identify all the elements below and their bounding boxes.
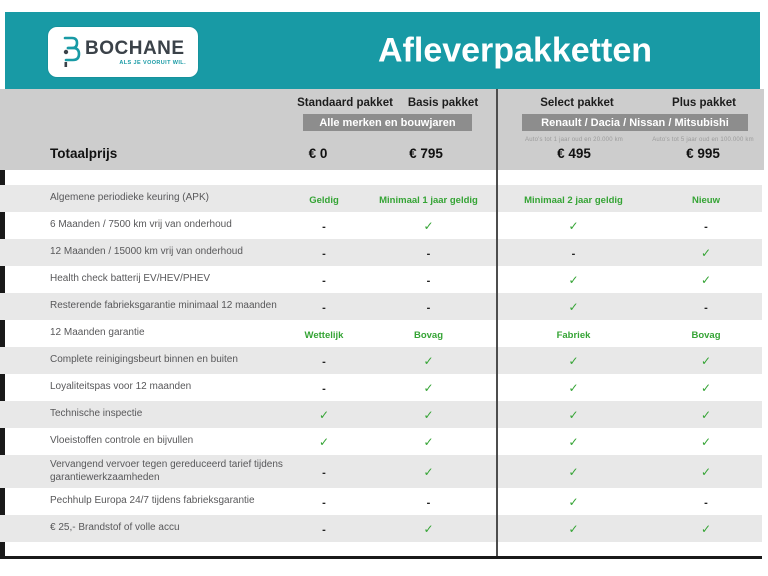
row-value-cell <box>497 352 650 370</box>
row-value-cell <box>650 463 762 481</box>
logo-name: BOCHANE <box>85 38 185 59</box>
check-icon: ✓ <box>568 299 579 314</box>
status-text: Nieuw <box>692 194 720 206</box>
badge-all-brands: Alle merken en bouwjaren <box>303 114 472 131</box>
check-icon: ✓ <box>700 434 712 449</box>
dash-mark: - <box>322 466 326 479</box>
check-icon: ✓ <box>568 272 579 287</box>
package-note: Auto's tot 1 jaar oud en 20.000 km <box>524 137 624 143</box>
row-value-cell <box>288 271 360 289</box>
table-row <box>0 266 762 293</box>
row-value-cell <box>650 217 762 235</box>
table-row <box>0 428 762 455</box>
check-icon: ✓ <box>700 272 712 287</box>
row-value-cell <box>650 406 762 424</box>
dash-mark: - <box>322 355 326 368</box>
dash-mark: - <box>704 220 708 233</box>
row-value-cell <box>288 463 360 481</box>
dash-mark: - <box>322 301 326 314</box>
row-value-cell <box>497 298 650 316</box>
table-row <box>0 347 762 374</box>
package-price: € 495 <box>557 146 591 161</box>
dash-mark: - <box>322 523 326 536</box>
table-row <box>0 239 762 266</box>
row-value-cell <box>360 379 497 397</box>
row-label: Vervangend vervoer tegen gereduceerd tarief tijdens garantiewerkzaamheden <box>50 459 283 483</box>
row-value-cell <box>288 298 360 316</box>
column-divider <box>496 89 498 559</box>
check-icon: ✓ <box>568 380 579 395</box>
row-value-cell <box>497 520 650 538</box>
check-icon: ✓ <box>568 434 579 449</box>
package-price: € 795 <box>409 146 443 161</box>
row-value-cell <box>360 325 497 343</box>
row-value-cell <box>497 433 650 451</box>
row-value-cell <box>360 298 497 316</box>
check-icon: ✓ <box>423 353 434 368</box>
check-icon: ✓ <box>568 218 579 233</box>
dash-mark: - <box>322 274 326 287</box>
row-value-cell <box>288 379 360 397</box>
row-value-cell <box>497 379 650 397</box>
table-row <box>0 515 762 542</box>
check-icon: ✓ <box>423 521 434 536</box>
dash-mark: - <box>322 247 326 260</box>
check-icon: ✓ <box>423 434 434 449</box>
table-row <box>0 374 762 401</box>
check-icon: ✓ <box>568 464 579 479</box>
row-value-cell <box>360 190 497 208</box>
table-row <box>0 401 762 428</box>
check-icon: ✓ <box>568 353 579 368</box>
row-value-cell <box>360 463 497 481</box>
status-text: Wettelijk <box>304 329 344 341</box>
page-title: Afleverpakketten <box>377 31 653 69</box>
row-value-cell <box>497 493 650 511</box>
check-icon: ✓ <box>318 434 330 449</box>
row-label: Loyaliteitspas voor 12 maanden <box>50 381 192 393</box>
row-label: 12 Maanden garantie <box>50 327 145 339</box>
row-value-cell <box>288 520 360 538</box>
package-price: € 995 <box>686 146 720 161</box>
dash-mark: - <box>322 220 326 233</box>
row-value-cell <box>360 520 497 538</box>
row-value-cell <box>650 244 762 262</box>
package-price: € 0 <box>308 146 328 161</box>
check-icon: ✓ <box>700 245 712 260</box>
row-value-cell <box>650 433 762 451</box>
dash-mark: - <box>322 382 326 395</box>
dash-mark: - <box>704 496 708 509</box>
row-value-cell <box>497 217 650 235</box>
row-label: Resterende fabrieksgarantie minimaal 12 maanden <box>50 300 277 312</box>
table-row <box>0 212 762 239</box>
check-icon: ✓ <box>700 521 712 536</box>
total-price-label: Totaalprijs <box>50 146 118 161</box>
row-label: Algemene periodieke keuring (APK) <box>50 192 209 204</box>
row-label: € 25,- Brandstof of volle accu <box>50 522 180 534</box>
package-note: Auto's tot 5 jaar oud en 100.000 km <box>652 137 754 143</box>
package-title: Plus pakket <box>672 97 736 109</box>
status-text: Minimaal 1 jaar geldig <box>379 194 478 206</box>
status-text: Minimaal 2 jaar geldig <box>524 194 623 206</box>
row-label: Health check batterij EV/HEV/PHEV <box>50 273 211 285</box>
row-label: 6 Maanden / 7500 km vrij van onderhoud <box>50 219 232 231</box>
row-value-cell <box>497 406 650 424</box>
row-value-cell <box>288 325 360 343</box>
row-value-cell <box>650 325 762 343</box>
row-value-cell <box>360 244 497 262</box>
check-icon: ✓ <box>700 353 712 368</box>
table-row <box>0 320 762 347</box>
row-value-cell <box>288 352 360 370</box>
page-header <box>5 12 760 89</box>
bochane-logo <box>48 27 198 77</box>
status-text: Geldig <box>309 194 339 206</box>
check-icon: ✓ <box>700 407 712 422</box>
row-value-cell <box>288 244 360 262</box>
check-icon: ✓ <box>423 380 434 395</box>
dash-mark: - <box>426 301 431 314</box>
row-value-cell <box>650 379 762 397</box>
package-title: Standaard pakket <box>297 97 393 109</box>
row-value-cell <box>497 190 650 208</box>
logo-tagline: ALS JE VOORUIT WIL. <box>119 60 186 66</box>
row-value-cell <box>497 271 650 289</box>
row-value-cell <box>360 352 497 370</box>
row-value-cell <box>360 406 497 424</box>
status-text: Fabriek <box>556 329 591 341</box>
row-label: Complete reinigingsbeurt binnen en buiten <box>50 354 238 366</box>
row-label: 12 Maanden / 15000 km vrij van onderhoud <box>50 246 243 258</box>
check-icon: ✓ <box>568 407 579 422</box>
packages-header-band <box>0 89 764 170</box>
row-value-cell <box>360 493 497 511</box>
badge-brand-list: Renault / Dacia / Nissan / Mitsubishi <box>522 114 748 131</box>
check-icon: ✓ <box>700 464 712 479</box>
row-value-cell <box>288 433 360 451</box>
table-top-gap <box>0 170 762 185</box>
row-value-cell <box>497 463 650 481</box>
row-value-cell <box>650 298 762 316</box>
row-value-cell <box>497 244 650 262</box>
row-value-cell <box>650 352 762 370</box>
check-icon: ✓ <box>568 521 579 536</box>
table-bottom-gap <box>0 542 762 556</box>
row-value-cell <box>288 190 360 208</box>
row-value-cell <box>497 325 650 343</box>
table-row <box>0 293 762 320</box>
row-value-cell <box>288 406 360 424</box>
check-icon: ✓ <box>700 380 712 395</box>
dash-mark: - <box>426 496 431 509</box>
table-row <box>0 185 762 212</box>
status-text: Bovag <box>413 329 444 341</box>
row-value-cell <box>650 493 762 511</box>
table-row <box>0 455 762 488</box>
dash-mark: - <box>704 301 708 314</box>
dash-mark: - <box>322 496 326 509</box>
row-label: Technische inspectie <box>50 408 143 420</box>
row-value-cell <box>288 217 360 235</box>
check-icon: ✓ <box>423 464 434 479</box>
bochane-b-icon <box>61 36 81 68</box>
check-icon: ✓ <box>568 494 579 509</box>
package-title: Select pakket <box>540 97 614 109</box>
row-value-cell <box>360 271 497 289</box>
check-icon: ✓ <box>423 407 434 422</box>
row-value-cell <box>288 493 360 511</box>
package-title: Basis pakket <box>407 97 479 109</box>
row-value-cell <box>650 190 762 208</box>
row-value-cell <box>650 520 762 538</box>
row-value-cell <box>360 433 497 451</box>
row-label: Vloeistoffen controle en bijvullen <box>50 435 194 447</box>
check-icon: ✓ <box>318 407 330 422</box>
dash-mark: - <box>426 274 431 287</box>
comparison-table <box>0 170 762 556</box>
row-value-cell <box>360 217 497 235</box>
row-label: Pechhulp Europa 24/7 tijdens fabrieksgarantie <box>50 495 255 507</box>
dash-mark: - <box>426 247 431 260</box>
table-row <box>0 488 762 515</box>
check-icon: ✓ <box>423 218 434 233</box>
table-bottom-border <box>0 556 762 559</box>
dash-mark: - <box>571 247 576 260</box>
status-text: Bovag <box>691 329 721 341</box>
row-value-cell <box>650 271 762 289</box>
